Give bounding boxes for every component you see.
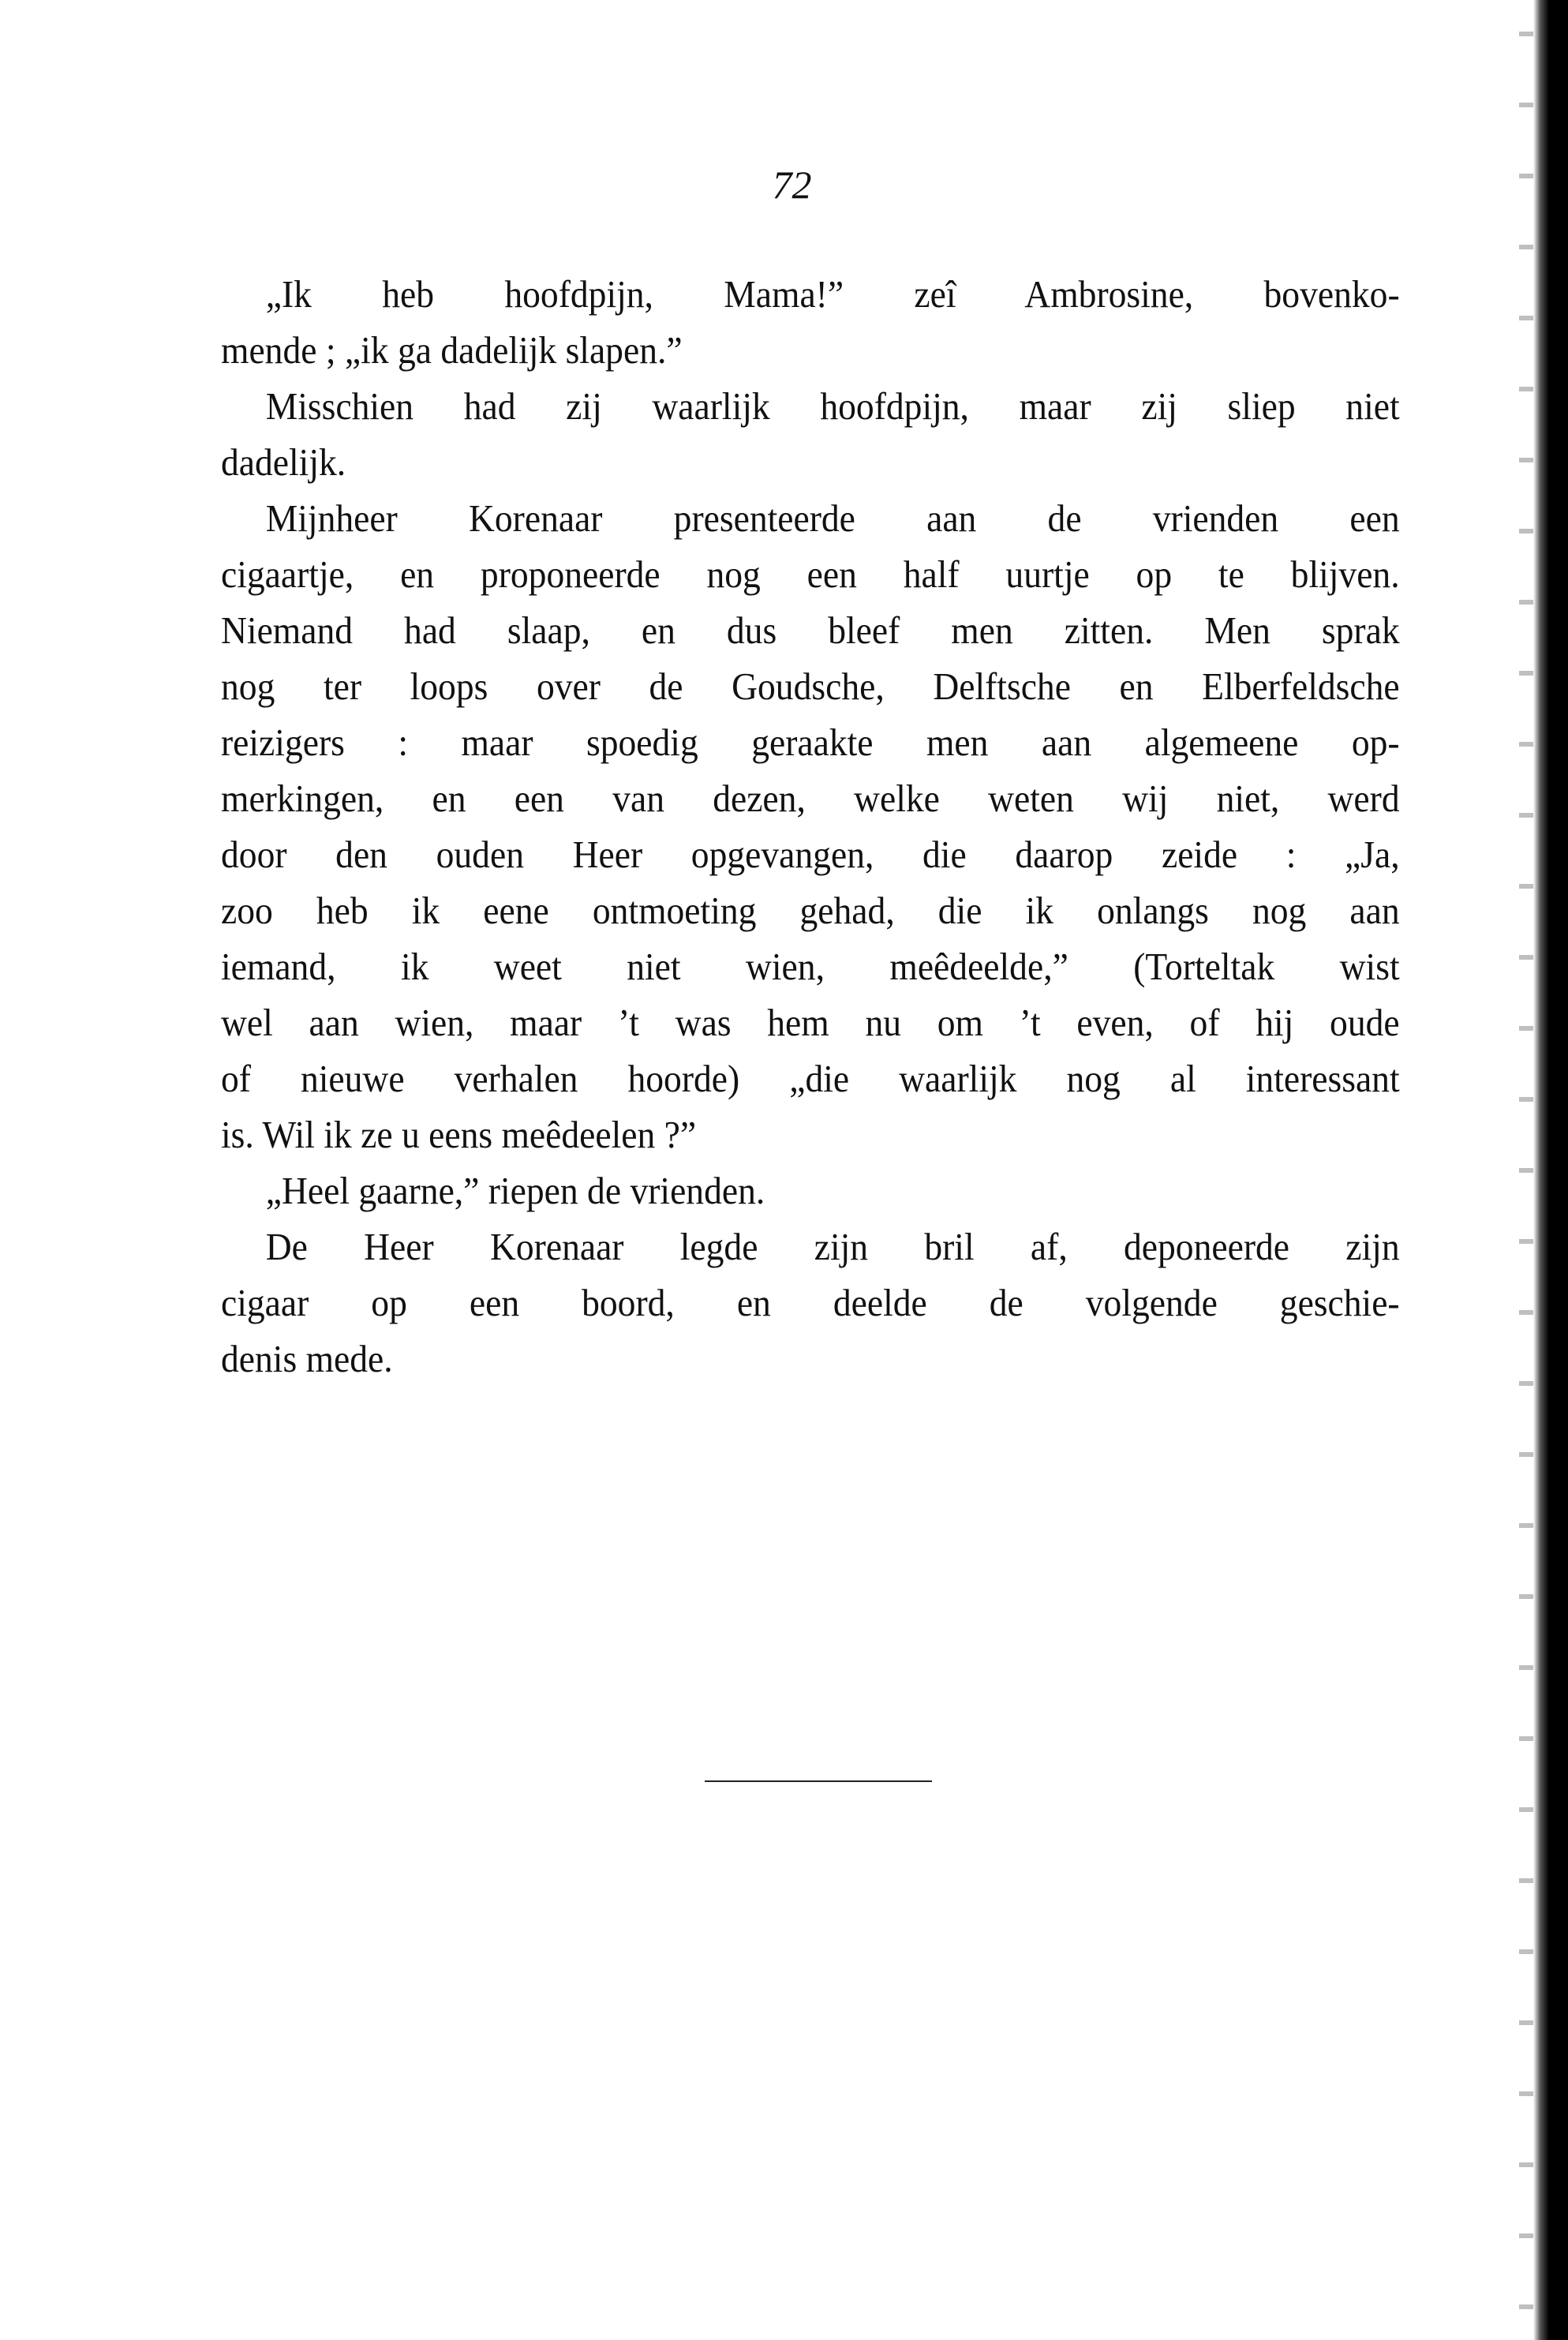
text-line: reizigers : maar spoedig geraakte men aan algemeene op- [221, 721, 1400, 764]
text-line: Niemand had slaap, en dus bleef men zitten. Men sprak [221, 608, 1400, 652]
section-end-rule [705, 1780, 932, 1782]
text-line: is. Wil ik ze u eens meêdeelen ?” [221, 1113, 697, 1156]
text-line: Misschien had zij waarlijk hoofdpijn, maar zij sliep niet [265, 384, 1400, 428]
text-line: „Heel gaarne,” riepen de vrienden. [265, 1169, 765, 1212]
paragraph [221, 1219, 1400, 1387]
scan-edge-border [1533, 0, 1568, 2340]
text-line: wel aan wien, maar ’t was hem nu om ’t even, of hij oude [221, 1001, 1400, 1044]
page-number: 72 [772, 163, 812, 207]
body-text [221, 266, 1400, 1387]
text-line: mende ; „ik ga dadelijk slapen.” [221, 328, 683, 372]
text-line: „Ik heb hoofdpijn, Mama!” zeî Ambrosine, bovenko- [265, 272, 1400, 316]
paragraph [221, 378, 1400, 490]
text-line: merkingen, en een van dezen, welke weten wij niet, werd [221, 777, 1400, 820]
paragraph [221, 490, 1400, 1163]
paragraph [221, 1163, 1400, 1219]
text-line: nog ter loops over de Goudsche, Delftsche en Elberfeldsche [221, 665, 1400, 708]
text-line: denis mede. [221, 1337, 393, 1380]
text-line: cigaar op een boord, en deelde de volgende geschie- [221, 1281, 1400, 1324]
text-line: Mijnheer Korenaar presenteerde aan de vrienden een [265, 496, 1400, 540]
text-line: dadelijk. [221, 440, 346, 484]
paragraph [221, 266, 1400, 378]
text-line: door den ouden Heer opgevangen, die daarop zeide : „Ja, [221, 833, 1400, 876]
text-line: iemand, ik weet niet wien, meêdeelde,” (Torteltak wist [221, 945, 1400, 988]
text-line: cigaartje, en proponeerde nog een half uurtje op te blijven. [221, 552, 1400, 596]
text-line: zoo heb ik eene ontmoeting gehad, die ik onlangs nog aan [221, 889, 1400, 932]
text-line: De Heer Korenaar legde zijn bril af, deponeerde zijn [265, 1225, 1400, 1268]
text-line: of nieuwe verhalen hoorde) „die waarlijk nog al interessant [221, 1057, 1400, 1100]
